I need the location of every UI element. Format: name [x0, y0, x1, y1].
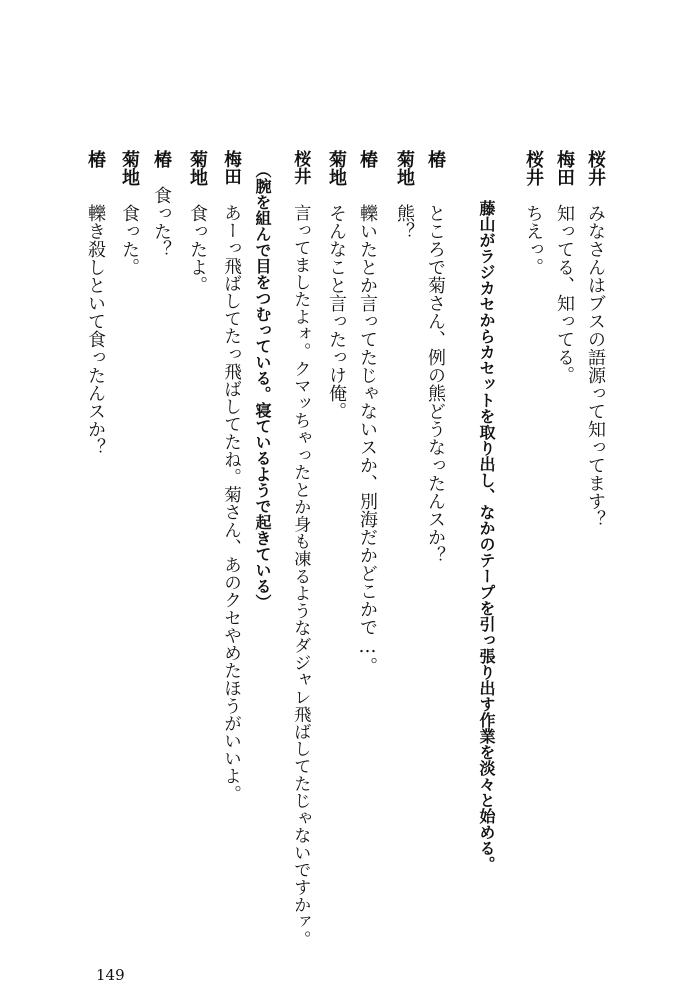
- speaker-name: 椿: [151, 150, 172, 168]
- dialogue-line: [222, 150, 241, 802]
- speaker-name: 梅田: [554, 150, 575, 186]
- dialogue-text: 知ってる、知ってる。: [554, 204, 575, 384]
- dialogue-line: [86, 150, 104, 456]
- dialogue-line: [188, 150, 206, 294]
- dialogue-line: [395, 150, 413, 240]
- speaker-name: 菊地: [394, 150, 415, 186]
- page-number: 149: [96, 966, 125, 984]
- dialogue-text: 轢いたとか言ってたじゃないスか、別海だかどこかで…。: [357, 204, 378, 675]
- stage-direction: （腕を組んで目をつむっている。寝ているようで起きている）: [253, 162, 272, 610]
- dialogue-line: [358, 150, 376, 675]
- dialogue-line: [152, 150, 170, 258]
- speaker-name: 椿: [357, 150, 378, 168]
- dialogue-text: 食った。: [119, 204, 140, 276]
- speaker-name: 桜井: [585, 150, 606, 186]
- speaker-name: 椿: [85, 150, 106, 168]
- speaker-name: 菊地: [326, 150, 347, 186]
- dialogue-text: 言ってましたよォ。クマッちゃったとか身も凍るようなダジャレ飛ばしてたじゃないですかァ。: [290, 204, 311, 948]
- stage-direction: 藤山がラジカセからカセットを取り出し、なかのテープを引っ張り出す作業を淡々と始める。: [477, 200, 496, 872]
- dialogue-text: 熊？: [394, 204, 415, 240]
- speaker-name: 桜井: [290, 150, 311, 185]
- speaker-name: 菊地: [119, 150, 140, 186]
- dialogue-text: あーっ飛ばしてたっ飛ばしてたね。菊さん、あのクセやめたほうがいいよ。: [221, 204, 242, 803]
- dialogue-text: みなさんはブスの語源って知ってます？: [585, 204, 606, 528]
- speaker-name: 桜井: [523, 150, 544, 186]
- dialogue-text: 食ったよ。: [187, 204, 208, 294]
- dialogue-line: [426, 150, 444, 564]
- dialogue-line: [290, 150, 311, 948]
- dialogue-text: ところで菊さん、例の熊どうなったんスか？: [425, 204, 446, 564]
- dialogue-text: 食った？: [151, 186, 172, 258]
- dialogue-text: 轢き殺しといて食ったんスか？: [85, 204, 106, 456]
- speaker-name: 梅田: [221, 150, 243, 186]
- speaker-name: 菊地: [187, 150, 208, 186]
- dialogue-text: ちえっ。: [523, 204, 544, 276]
- dialogue-line: [555, 150, 573, 384]
- dialogue-line: [586, 150, 604, 528]
- dialogue-line: [120, 150, 138, 276]
- dialogue-line: [327, 150, 345, 420]
- dialogue-text: そんなこと言ったっけ俺。: [326, 204, 347, 420]
- speaker-name: 椿: [425, 150, 446, 168]
- dialogue-line: [524, 150, 542, 276]
